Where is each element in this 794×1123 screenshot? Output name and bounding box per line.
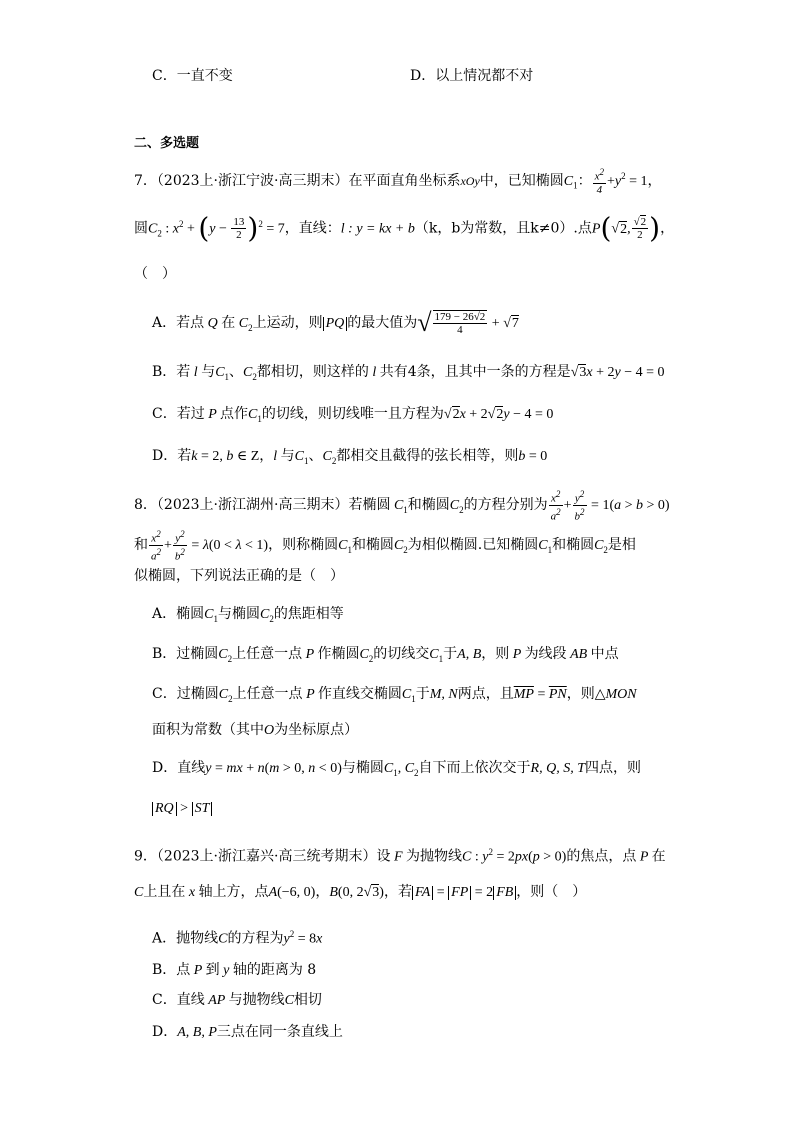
q8-c-text: 为坐标原点） — [274, 722, 359, 738]
q8-c-text: 于 — [415, 686, 430, 702]
q9-text: 为抛物线 — [406, 848, 463, 865]
q8-text: 和椭圆 — [552, 537, 595, 554]
q7-d-text: D．若 — [152, 448, 192, 464]
q7-a-text: 在 — [221, 315, 236, 331]
q8-text: 和椭圆 — [407, 497, 450, 514]
q8-option-d-line2: RQ > ST — [152, 798, 212, 819]
q8-b-text: 于 — [443, 646, 458, 662]
q8-text: 是相 — [607, 537, 636, 554]
q7-text: 在平面直角坐标系 — [348, 172, 461, 189]
q9-c-text: 相切 — [293, 992, 322, 1008]
q8-c-text: 上任意一点 — [232, 686, 303, 702]
q8-text: 的方程分别为 — [463, 497, 548, 514]
q9-option-d: D．A, B, P三点在同一条直线上 — [152, 1024, 343, 1040]
q8-number: 8． — [134, 497, 157, 514]
q7-source: （2023上·浙江宁波·高三期末） — [156, 172, 349, 189]
q8-source: （2023上·浙江湖州·高三期末） — [156, 497, 349, 514]
q8-c-text: C．过椭圆 — [152, 686, 219, 702]
q9-d-text: 三点在同一条直线上 — [216, 1024, 343, 1040]
q7-d-text: 与 — [280, 448, 295, 464]
q7-b-text: B．若 — [152, 364, 191, 380]
q8-option-a: A．椭圆$C_1$与椭圆$C_2$的焦距相等 — [152, 606, 344, 624]
q7-c-text: C．若过 — [152, 406, 205, 422]
q9-b-text: 轴的距离为 8 — [232, 962, 317, 978]
q7-option-d: D．若k = 2, b ∈ Z，l 与$C_1$、$C_2$都相交且截得的弦长相等，则b = 0 — [152, 448, 548, 466]
q7-stem-line2: 圆$C_2$ : $x^2 + (y$ − $\frac{13}{2}$ )$^2$ = 7，直线：l : y = kx + b（k，b为常数，且k≠0）.点P(√2, $\frac{√2}{2}$ )， — [134, 211, 675, 245]
q7-a-text: 的最大值为 — [347, 315, 418, 331]
q7-c-text: 的切线，则切线唯一且方程为 — [261, 406, 444, 422]
q8-b-text: 上任意一点 — [232, 646, 303, 662]
q7-a-text: A．若点 — [152, 315, 205, 331]
q7-option-a: A．若点 Q 在 $C_2$上运动，则 PQ 的最大值为√ $\frac{179 - 26√2}{4}$ + √7 — [152, 308, 519, 337]
q9-stem-line1: 9．（2023上·浙江嘉兴·高三统考期末）设 F 为抛物线C : $y^2 = 2px(p > 0)$的焦点，点 P 在 — [134, 847, 666, 865]
q9-b-text: B．点 — [152, 962, 191, 978]
q8-b-text: 中点 — [590, 646, 619, 662]
q9-a-text: A．抛物线 — [152, 930, 219, 947]
q8-option-c: C．过椭圆$C_2$上任意一点 P 作直线交椭圆$C_1$于M, N两点，且$\overline{MP} = \overline{PN}$，则△MON — [152, 686, 637, 704]
q7-number: 7． — [134, 172, 157, 189]
q9-text: 的焦点，点 — [566, 848, 637, 865]
q8-c-text: ，则 — [566, 686, 595, 702]
q9-option-b: B．点 P 到 y 轴的距离为 8 — [152, 962, 317, 978]
q7-text: ，直线： — [284, 220, 341, 237]
q7-d-text: 、 — [308, 448, 323, 464]
q7-d-text: ， — [259, 448, 274, 464]
q8-b-text: 的切线交 — [373, 646, 430, 662]
q8-text: 和椭圆 — [351, 537, 394, 554]
q7-b-text: 都相切，则这样的 — [256, 364, 369, 380]
q7-d-text: 都相交且截得的弦长相等，则 — [336, 448, 519, 464]
q7-text: 中，已知椭圆 — [479, 172, 564, 189]
q9-number: 9． — [134, 848, 157, 865]
prev-option-d: D．以上情况都不对 — [410, 68, 534, 84]
q9-c-text: C．直线 — [152, 992, 205, 1008]
q8-b-text: B．过椭圆 — [152, 646, 219, 662]
q9-option-c: C．直线 AP 与抛物线C相切 — [152, 992, 322, 1008]
q7-b-text: 共有4条，且其中一条的方程是 — [379, 364, 571, 380]
section-title: 二、多选题 — [134, 136, 200, 151]
q9-stem-line2: C上且在 x 轴上方，点A(−6, 0)，B(0, 2√3)，若 FA = FP = 2 FB ，则（ ） — [134, 884, 587, 900]
q8-text: 和 — [134, 537, 148, 554]
q8-d-text: 与椭圆 — [341, 760, 384, 776]
q8-text: ，则称椭圆 — [268, 537, 339, 554]
q8-d-text: 四点，则 — [585, 760, 641, 776]
q9-text: ， — [315, 884, 330, 900]
q8-text: 为相似椭圆.已知椭圆 — [407, 537, 539, 554]
q9-text: ，若 — [383, 884, 412, 900]
q8-c-text: 面积为常数（其中 — [152, 722, 264, 738]
q8-option-d: D．直线y = mx + n(m > 0, n < 0)与椭圆$C_1$, $C_2$自下而上依次交于R, Q, S, T四点，则 — [152, 760, 641, 778]
q9-c-text: 与抛物线 — [228, 992, 285, 1008]
q7-text: 圆 — [134, 220, 148, 237]
q7-option-b: B．若 l 与$C_1$、$C_2$都相切，则这样的 l 共有4条，且其中一条的方程是√3x + 2y − 4 = 0 — [152, 364, 665, 382]
q8-d-text: D．直线 — [152, 760, 206, 776]
q8-option-b: B．过椭圆$C_2$上任意一点 P 作椭圆$C_2$的切线交$C_1$于A, B，则 P 为线段 AB 中点 — [152, 646, 619, 664]
q7-text: （k，b为常数，且k≠0）.点 — [414, 220, 592, 237]
q8-b-text: ，则 — [481, 646, 510, 662]
q9-source: （2023上·浙江嘉兴·高三统考期末） — [156, 848, 377, 865]
q8-option-c-line2: 面积为常数（其中O为坐标原点） — [152, 722, 359, 738]
q9-d-text: D． — [152, 1024, 178, 1040]
q7-paren: （ ） — [134, 266, 176, 282]
q8-c-text: 作直线交椭圆 — [317, 686, 402, 702]
q8-stem-line1: 8．（2023上·浙江湖州·高三期末）若椭圆 $C_1$和椭圆$C_2$的方程分别为 $\frac{x^2}{a^2}$ + $\frac{y^2}{b^2}$ = 1(a > b > 0) — [134, 489, 670, 523]
q8-a-text: 与椭圆 — [217, 606, 260, 622]
q7-text: ， — [660, 220, 675, 237]
q7-b-text: 、 — [229, 364, 244, 380]
q8-b-text: 为线段 — [524, 646, 567, 662]
q8-a-text: A．椭圆 — [152, 606, 205, 622]
q8-c-text: 两点，且 — [457, 686, 514, 702]
q7-option-c: C．若过 P 点作$C_1$的切线，则切线唯一且方程为√2x + 2√2y − 4 = 0 — [152, 406, 554, 424]
q9-b-text: 到 — [205, 962, 220, 978]
q9-a-text: 的方程为 — [227, 930, 284, 947]
q8-b-text: 作椭圆 — [317, 646, 360, 662]
q9-text: 在 — [651, 848, 666, 865]
q8-text: 若椭圆 — [348, 497, 391, 514]
q8-a-text: 的焦距相等 — [273, 606, 344, 622]
prev-option-c: C．一直不变 — [152, 68, 233, 84]
q8-stem-line2: 和 $\frac{x^2}{a^2}$ + $\frac{y^2}{b^2}$ = λ(0 < λ < 1)，则称椭圆$C_1$和椭圆$C_2$为相似椭圆.已知椭圆$C_1$和椭圆$C_2$是相 — [134, 529, 636, 563]
q9-text: 设 — [376, 848, 391, 865]
q9-text: 上且在 — [143, 884, 186, 900]
q7-text: ， — [647, 172, 662, 189]
q8-d-text: 自下而上依次交于 — [418, 760, 531, 776]
q9-text: ，则（ ） — [516, 884, 587, 900]
q8-stem-line3: 似椭圆，下列说法正确的是（ ） — [134, 568, 344, 584]
q7-stem-line1: 7．（2023上·浙江宁波·高三期末）在平面直角坐标系xOy中，已知椭圆$C_1$： $\frac{x^2}{4}$ $+y^2 = 1$， — [134, 167, 662, 196]
q7-a-text: 上运动，则 — [252, 315, 323, 331]
q9-text: 轴上方，点 — [198, 884, 269, 900]
q7-b-text: 与 — [201, 364, 216, 380]
q7-c-text: 点作 — [220, 406, 249, 422]
q9-option-a: A．抛物线C的方程为$y^2 = 8x$ — [152, 929, 323, 947]
